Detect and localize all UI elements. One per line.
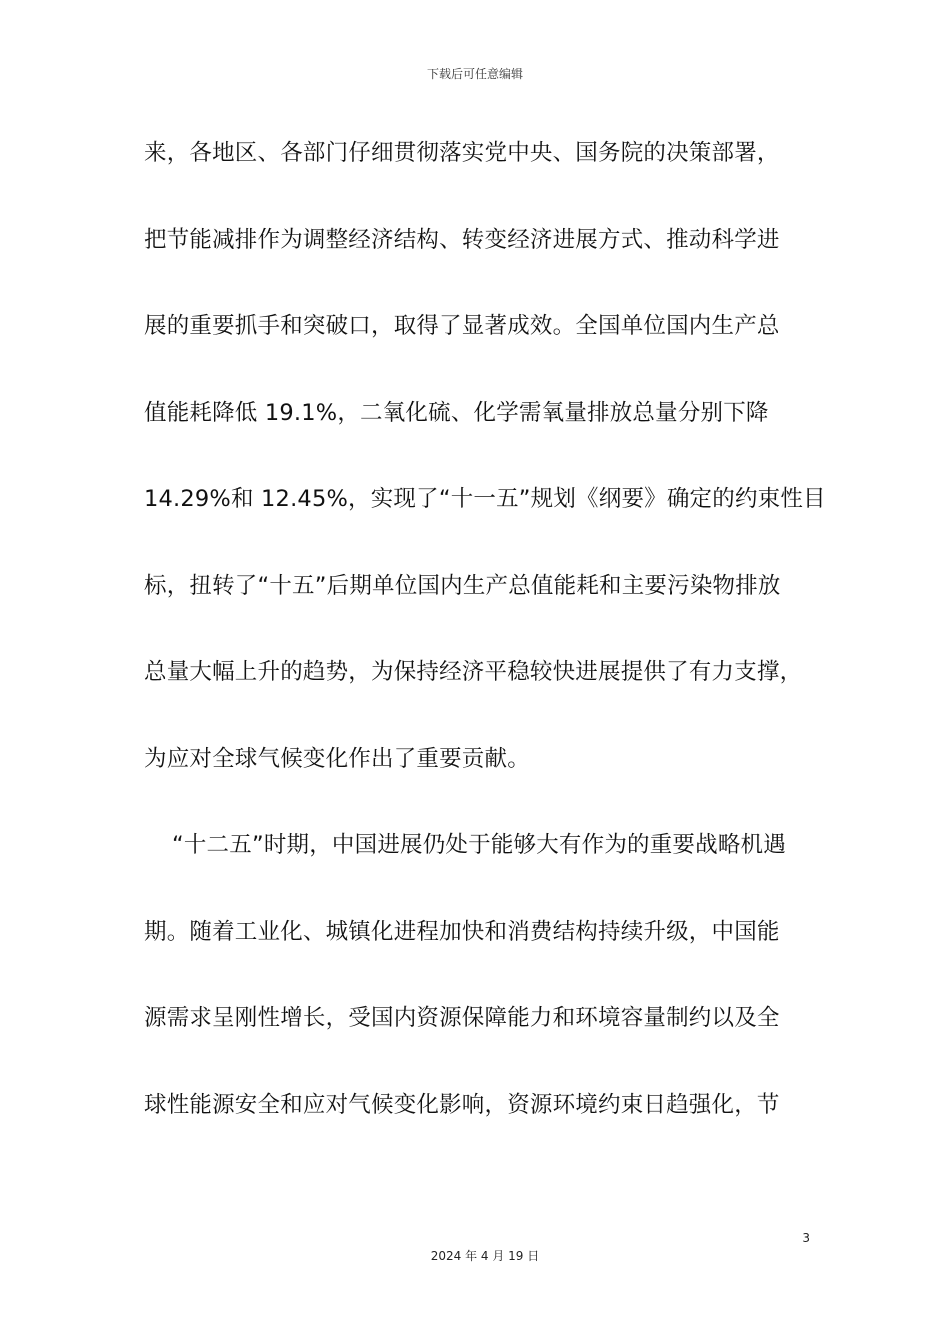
body-line: 来，各地区、各部门仔细贯彻落实党中央、国务院的决策部署， [144, 140, 780, 166]
document-body [144, 128, 826, 1166]
body-line: 值能耗降低 19.1%，二氧化硫、化学需氧量排放总量分别下降 [144, 399, 769, 426]
body-line: 期。随着工业化、城镇化进程加快和消费结构持续升级，中国能 [144, 918, 780, 945]
body-line: 源需求呈刚性增长，受国内资源保障能力和环境容量制约以及全 [144, 1005, 780, 1031]
body-line: 展的重要抓手和突破口，取得了显著成效。全国单位国内生产总 [144, 313, 780, 339]
page-number: 3 [802, 1231, 810, 1245]
body-line: 球性能源安全和应对气候变化影响，资源环境约束日趋强化，节 [144, 1091, 780, 1118]
body-line: 标，扭转了“十五”后期单位国内生产总值能耗和主要污染物排放 [144, 572, 781, 599]
body-line: 14.29%和 12.45%，实现了“十一五”规划《纲要》确定的约束性目 [144, 486, 826, 512]
footer-date: 2024 年 4 月 19 日 [430, 1249, 540, 1263]
body-line-paragraph-start: “十二五”时期，中国进展仍处于能够大有作为的重要战略机遇 [172, 832, 786, 858]
body-line: 总量大幅上升的趋势，为保持经济平稳较快进展提供了有力支撑， [144, 659, 803, 685]
body-line: 为应对全球气候变化作出了重要贡献。 [144, 745, 530, 772]
body-line: 把节能减排作为调整经济结构、转变经济进展方式、推动科学进 [144, 226, 780, 253]
header-note: 下载后可任意编辑 [426, 67, 523, 81]
